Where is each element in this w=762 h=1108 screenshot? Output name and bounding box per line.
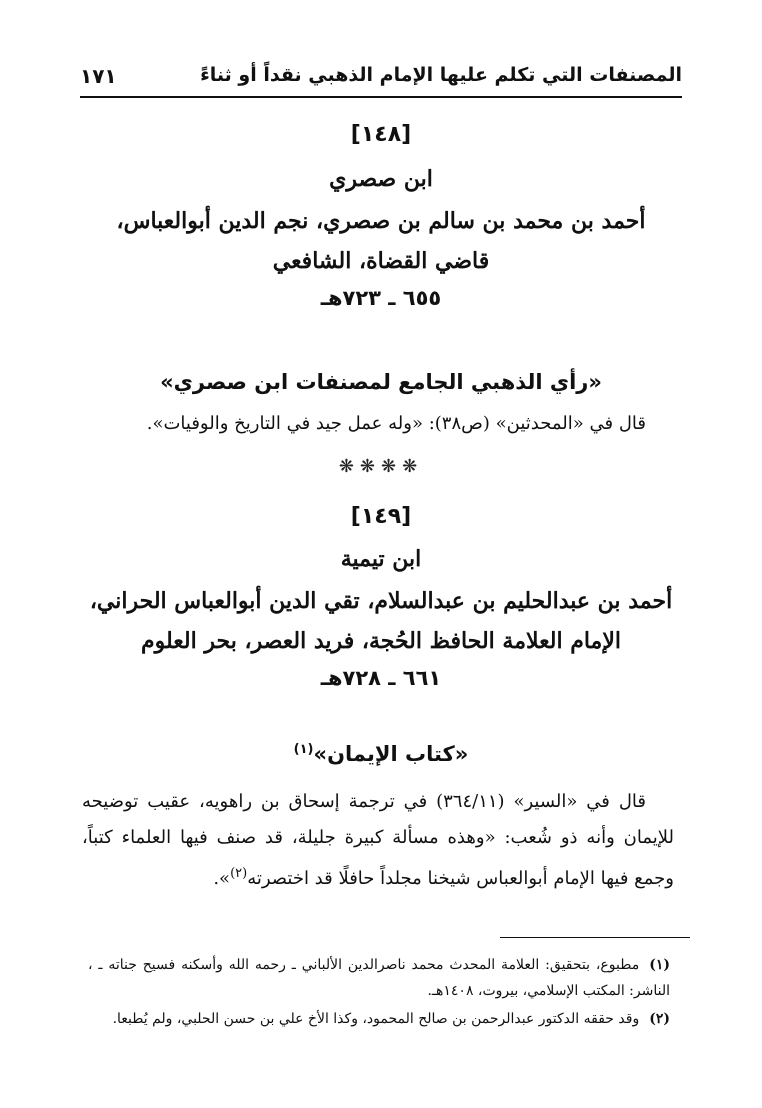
- footnote-ref-1: (١): [293, 742, 314, 757]
- entry-short-name-148: ابن صصري: [329, 166, 433, 192]
- section-heading-148: «رأي الذهبي الجامع لمصنفات ابن صصري»: [160, 370, 602, 394]
- quote-148: [82, 406, 674, 442]
- footnote-2-text: وقد حققه الدكتور عبدالرحمن بن صالح المحمود، وكذا الأخ علي بن حسن الحلبي، ولم يُطبعا.: [112, 1011, 640, 1027]
- body-paragraph-149: [82, 784, 674, 897]
- running-title: المصنفات التي تكلم عليها الإمام الذهبي نقداً أو ثناءً: [200, 64, 682, 86]
- section-heading-149: [70, 742, 692, 766]
- body-paragraph-text-149: قال في «السير» (٣٦٤/١١) في ترجمة إسحاق بن راهويه، عقيب توضيحه للإيمان وأنه ذو شُعب: «وهذه مسألة كبيرة جليلة، قد صنف فيها العلماء كتباً، وجمع فيها الإمام أبوالعباس شيخنا مجلداً حافلًا قد اختصرته: [82, 791, 674, 889]
- footnote-1-text: مطبوع، بتحقيق: العلامة المحدث محمد ناصرالدين الألباني ـ رحمه الله وأسكنه فسيح جناته ـ ، الناشر: المكتب الإسلامي، بيروت، ١٤٠٨هـ.: [88, 957, 670, 999]
- page-header: [80, 62, 682, 98]
- separator-stars: ❋❋❋❋: [338, 456, 424, 477]
- quote-text-148: قال في «المحدثين» (ص٣٨): «وله عمل جيد في التاريخ والوفيات».: [146, 413, 646, 434]
- entry-full-name-line1-149: أحمد بن عبدالحليم بن عبدالسلام، تقي الدين أبوالعباس الحراني،: [89, 588, 673, 614]
- entry-full-name-line1-148: أحمد بن محمد بن سالم بن صصري، نجم الدين أبوالعباس،: [116, 208, 646, 234]
- entry-dates-149: ٦٦١ ـ ٧٢٨هـ: [320, 666, 442, 690]
- entry-full-name-line2-148: قاضي القضاة، الشافعي: [272, 248, 490, 274]
- entry-number-148: [١٤٨]: [350, 122, 412, 147]
- footnote-rule: [500, 937, 690, 938]
- entry-short-name-149: ابن تيمية: [340, 546, 422, 572]
- footnote-ref-2: (٢): [230, 866, 248, 881]
- entry-full-name-line2-149: الإمام العلامة الحافظ الحُجة، فريد العصر، بحر العلوم: [141, 628, 621, 654]
- entry-number-149: [١٤٩]: [350, 504, 412, 529]
- footnote-2: [88, 1006, 670, 1032]
- section-heading-text-149: «كتاب الإيمان»: [313, 742, 469, 766]
- entry-dates-148: ٦٥٥ ـ ٧٢٣هـ: [320, 286, 442, 310]
- body-paragraph-end-149: ».: [213, 868, 231, 889]
- footnote-1: [88, 952, 670, 1004]
- page-number: ١٧١: [80, 64, 117, 88]
- footnote-2-number: (٢): [649, 1011, 670, 1027]
- footnote-1-number: (١): [649, 957, 670, 973]
